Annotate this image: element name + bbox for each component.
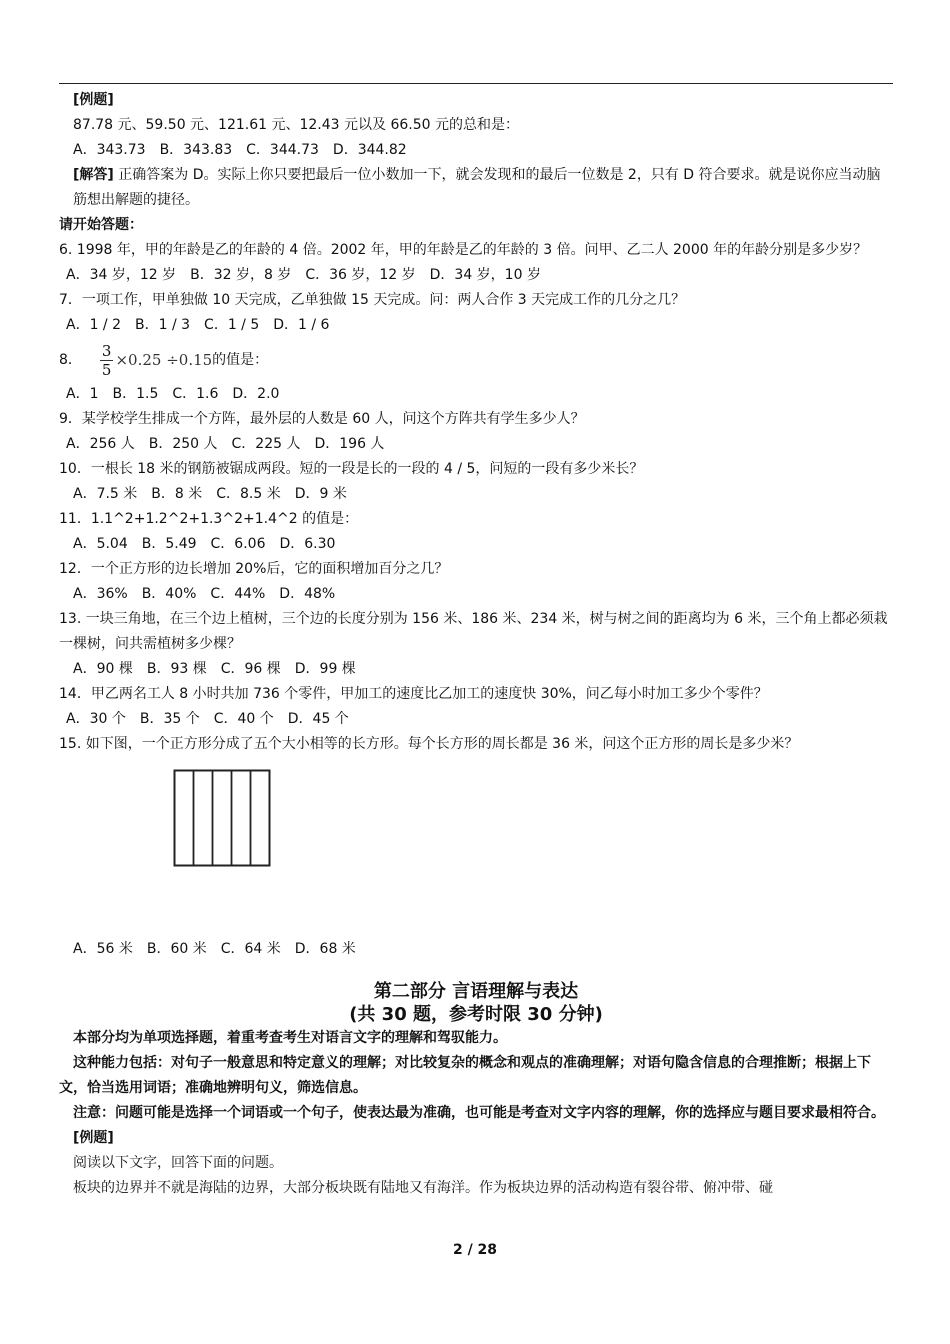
section2-note-text: 注意：问题可能是选择一个词语或一个句子，使表达最为准确，也可能是考查对文字内容的理解，你的选择应与题目要求最相符合。 [73, 1105, 885, 1121]
question-12: 12．一个正方形的边长增加 20%后，它的面积增加百分之几？ [59, 561, 449, 577]
section2-intro-2 [59, 1051, 893, 1101]
question-8-suffix: 的值是： [212, 352, 269, 368]
question-14-options: A．30 个 B．35 个 C．40 个 D．45 个 [66, 711, 349, 727]
question-7: 7．一项工作，甲单独做 10 天完成，乙单独做 15 天完成。问：两人合作 3 天完成工作的几分之几？ [59, 292, 686, 308]
question-15-options: A．56 米 B．60 米 C．64 米 D．68 米 [73, 941, 356, 957]
question-9: 9．某学校学生排成一个方阵，最外层的人数是 60 人，问这个方阵共有学生多少人？ [59, 411, 585, 427]
page-number: 2 / 28 [452, 1242, 498, 1258]
fraction-3-5 [100, 342, 114, 379]
square-divided-diagram [173, 769, 271, 867]
page-content [59, 88, 893, 1201]
square-figure [59, 757, 893, 937]
example-options: A．343.73 B．343.83 C．344.73 D．344.82 [73, 142, 407, 158]
question-11: 11．1.1^2+1.2^2+1.3^2+1.4^2 的值是： [59, 511, 359, 527]
header-rule [59, 83, 893, 84]
question-7-options: A．1 / 2 B．1 / 3 C．1 / 5 D．1 / 6 [66, 317, 330, 333]
question-13: 13. 一块三角地，在三个边上植树，三个边的长度分别为 156 米、186 米、234 米，树与树之间的距离均为 6 米，三个角上都必须栽一棵树，问共需植树多少棵？ [59, 611, 888, 652]
question-11-options: A．5.04 B．5.49 C．6.06 D．6.30 [73, 536, 336, 552]
question-8 [59, 338, 893, 382]
section2-subtitle: (共 30 题，参考时限 30 分钟) [349, 1004, 603, 1025]
question-8-prefix: 8． [59, 352, 82, 368]
question-10-options: A．7.5 米 B．8 米 C．8.5 米 D．9 米 [73, 486, 347, 502]
section2-passage: 板块的边界并不就是海陆的边界，大部分板块既有陆地又有海洋。作为板块边界的活动构造有裂谷带、俯冲带、碰 [73, 1180, 773, 1196]
section2-note [59, 1101, 893, 1126]
section2-example-label: [例题] [73, 1130, 114, 1146]
example-label: [例题] [73, 92, 114, 108]
question-12-options: A．36% B．40% C．44% D．48% [73, 586, 336, 602]
question-10: 10．一根长 18 米的钢筋被锯成两段。短的一段是长的一段的 4 / 5，问短的一段有多少米长？ [59, 461, 644, 477]
question-6: 6. 1998 年，甲的年龄是乙的年龄的 4 倍。2002 年，甲的年龄是乙的年龄的 3 倍。问甲、乙二人 2000 年的年龄分别是多少岁？ [59, 242, 868, 258]
fraction-numerator: 3 [101, 341, 112, 360]
example-answer [59, 163, 893, 213]
question-8-expression: ×0.25 ÷0.15 [115, 351, 213, 369]
example-question: 87.78 元、59.50 元、121.61 元、12.43 元以及 66.50 元的总和是： [73, 117, 520, 133]
question-14: 14．甲乙两名工人 8 小时共加 736 个零件，甲加工的速度比乙加工的速度快 30%，问乙每小时加工多少个零件？ [59, 686, 768, 702]
question-13-options: A．90 棵 B．93 棵 C．96 棵 D．99 棵 [73, 661, 356, 677]
question-9-options: A．256 人 B．250 人 C．225 人 D．196 人 [66, 436, 385, 452]
fraction-denominator: 5 [101, 360, 112, 379]
start-label: 请开始答题： [59, 217, 143, 233]
section2-read-prompt: 阅读以下文字，回答下面的问题。 [73, 1155, 283, 1171]
section2-title: 第二部分 言语理解与表达 [373, 981, 579, 1002]
question-6-options: A．34 岁，12 岁 B．32 岁，8 岁 C．36 岁，12 岁 D．34 岁，10 岁 [66, 267, 541, 283]
outer-square [175, 771, 270, 866]
question-15: 15. 如下图，一个正方形分成了五个大小相等的长方形。每个长方形的周长都是 36 米，问这个正方形的周长是多少米？ [59, 736, 799, 752]
answer-text: 正确答案为 D。实际上你只要把最后一位小数加一下，就会发现和的最后一位数是 2，只有 D 符合要求。就是说你应当动脑筋想出解题的捷径。 [73, 167, 881, 208]
section2-intro-1: 本部分均为单项选择题，着重考查考生对语言文字的理解和驾驭能力。 [73, 1030, 507, 1046]
answer-label: [解答] [73, 167, 114, 183]
question-8-options: A．1 B．1.5 C．1.6 D．2.0 [66, 386, 280, 402]
section2-intro-2-text: 这种能力包括：对句子一般意思和特定意义的理解；对比较复杂的概念和观点的准确理解；对语句隐含信息的合理推断；根据上下文，恰当选用词语；准确地辨明句义，筛选信息。 [59, 1055, 871, 1096]
